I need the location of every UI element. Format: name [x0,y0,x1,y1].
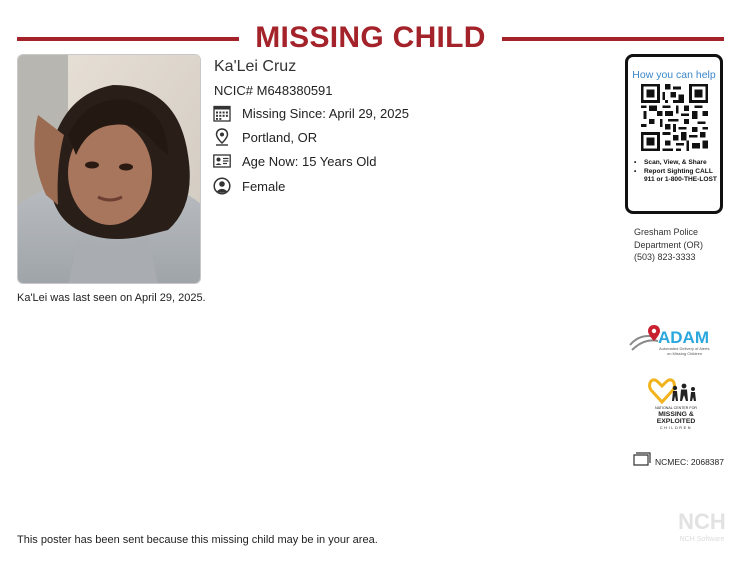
id-card-icon [213,152,231,170]
folder-icon [633,452,651,471]
sex-row [213,176,285,196]
help-item: • Scan, View, & Share [634,159,720,168]
child-name: Ka'Lei Cruz [214,58,297,75]
ncmec-logo [648,374,704,434]
ncmec-case-number: NCMEC: 2068387 [655,456,724,467]
help-list [634,159,720,185]
location-row [213,127,317,147]
help-item: • Report Sighting CALL 911 or 1-800-THE-LOST [634,168,720,185]
child-photo [17,54,201,284]
ncmec-line-2: MISSING & [658,411,694,418]
qr-code[interactable] [641,84,708,151]
poster-title: MISSING CHILD [255,21,486,54]
agency-name-line2: Department (OR) [634,239,704,250]
last-seen-text: Ka'Lei was last seen on April 29, 2025. [17,292,206,304]
ncmec-case [633,452,724,471]
adam-wordmark: ADAM [658,328,709,347]
header-rule-left [17,37,239,41]
sex: Female [242,178,286,194]
age-now: Age Now: 15 Years Old [242,153,377,169]
agency-contact [634,226,734,264]
ncmec-line-1: NATIONAL CENTER FOR [655,406,697,410]
adam-tagline-1: Automated Delivery of Alerts [659,346,710,351]
ncmec-line-3: EXPLOITED [656,418,696,425]
ncmec-line-4: CHILDREN [659,426,693,430]
footer-note: This poster has been sent because this missing child may be in your area. [17,534,378,546]
location-pin-icon [213,128,231,146]
age-row [213,151,376,171]
adam-logo [628,323,720,359]
nch-watermark [672,505,732,545]
help-phone-panel [625,54,723,214]
ncic-number: NCIC# M648380591 [214,83,333,98]
agency-name-line1: Gresham Police [634,227,699,237]
nch-logo: NCH [678,509,726,534]
help-heading: How you can help [632,69,716,81]
header-rule-right [502,37,724,41]
missing-since: Missing Since: April 29, 2025 [242,105,409,121]
person-icon [213,177,231,195]
nch-text: NCH Software [679,536,725,543]
adam-tagline-2: on Missing Children [667,351,703,356]
agency-phone: (503) 823-3333 [634,252,696,262]
missing-since-row [213,103,409,123]
location: Portland, OR [242,129,318,145]
calendar-icon [213,104,231,122]
